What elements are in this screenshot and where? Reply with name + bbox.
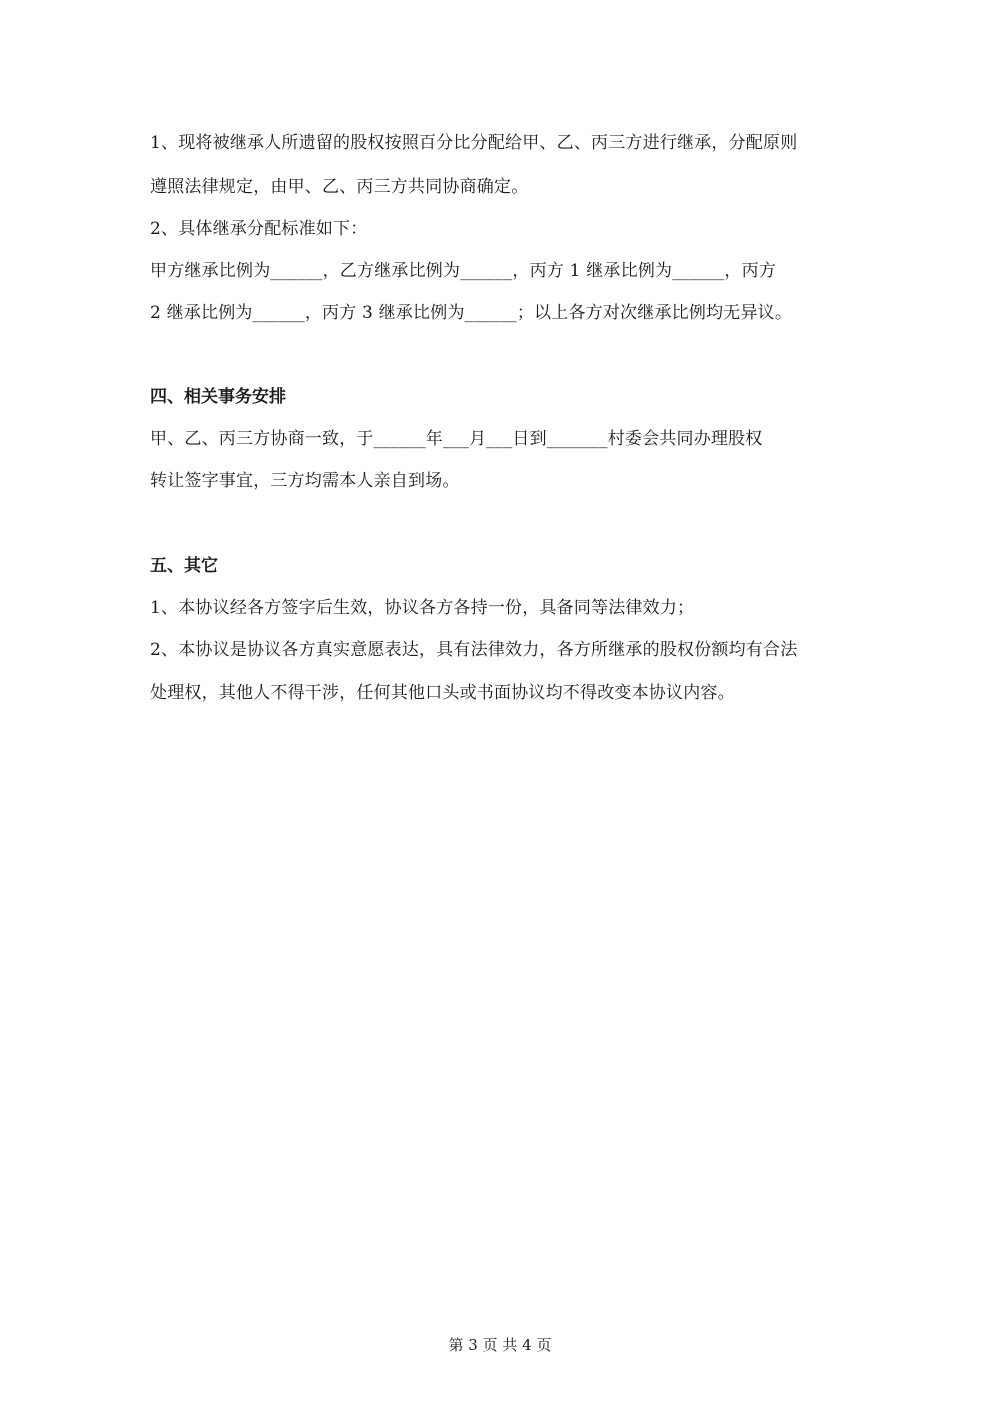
section4-paragraph1-line1: 甲、乙、丙三方协商一致，于______年___月___日到_______村委会共同办理股权: [150, 429, 763, 449]
section5-paragraph1: 1、本协议经各方签字后生效，协议各方各持一份，具备同等法律效力；: [150, 598, 695, 618]
section4-heading: 四、相关事务安排: [150, 387, 286, 407]
section5-paragraph2-line1: 2、本协议是协议各方真实意愿表达，具有法律效力，各方所继承的股权份额均有合法: [150, 640, 798, 660]
section3-paragraph2: 2、具体继承分配标准如下：: [150, 219, 368, 239]
section3-paragraph3-line2: 2 继承比例为______，丙方 3 继承比例为______；以上各方对次继承比例均无异议。: [150, 303, 793, 323]
section3-paragraph1-line2: 遵照法律规定，由甲、乙、丙三方共同协商确定。: [150, 177, 529, 197]
page-number-footer: 第 3 页 共 4 页: [448, 1336, 552, 1354]
section4-paragraph1-line2: 转让签字事宜，三方均需本人亲自到场。: [150, 471, 460, 491]
section5-heading: 五、其它: [150, 556, 218, 576]
section3-paragraph1-line1: 1、现将被继承人所遗留的股权按照百分比分配给甲、乙、丙三方进行继承，分配原则: [150, 133, 798, 153]
section5-paragraph2-line2: 处理权，其他人不得干涉，任何其他口头或书面协议均不得改变本协议内容。: [150, 683, 735, 703]
section3-paragraph3-line1: 甲方继承比例为______，乙方继承比例为______，丙方 1 继承比例为______，丙方: [150, 261, 777, 281]
